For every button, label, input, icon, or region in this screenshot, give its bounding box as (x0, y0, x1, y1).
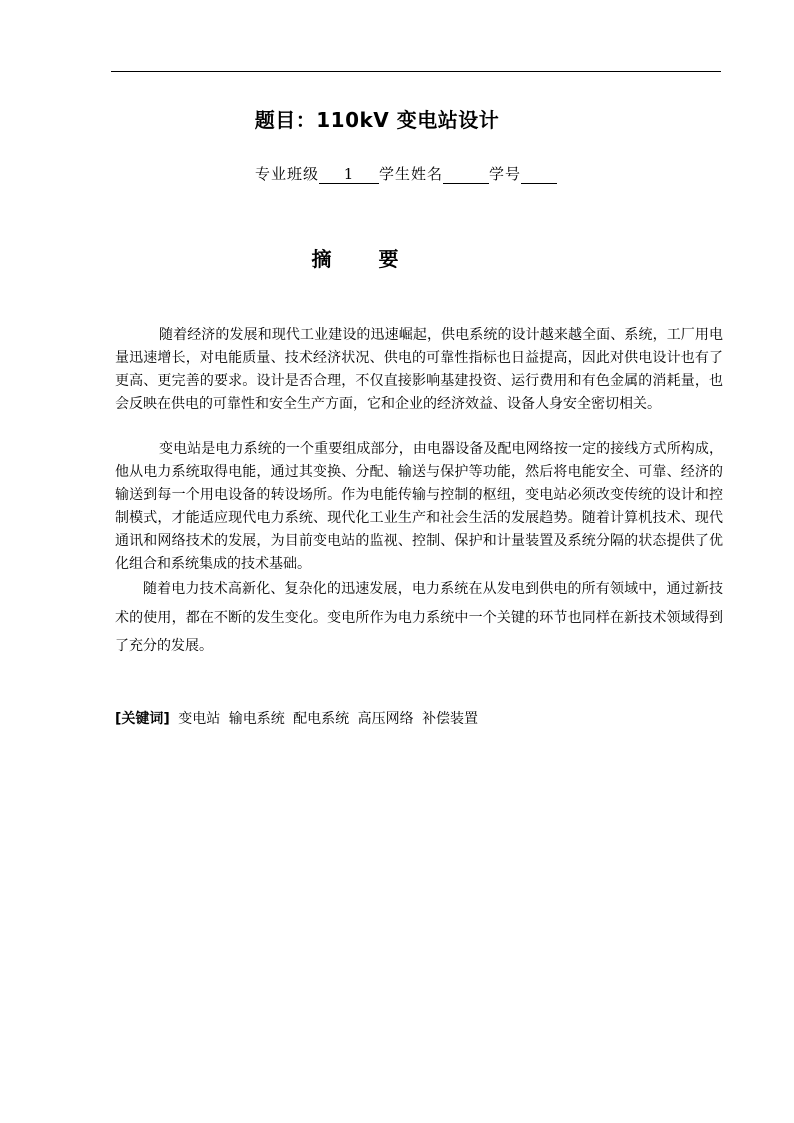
name-value (443, 165, 489, 184)
keywords-label: [关键词] (115, 711, 170, 727)
class-value: 1 (319, 165, 379, 184)
keyword-item: 配电系统 (293, 711, 350, 727)
document-title: 题目：110kV 变电站设计 (254, 108, 500, 132)
keyword-item: 输电系统 (228, 711, 285, 727)
abstract-paragraph-1: 随着经济的发展和现代工业建设的迅速崛起，供电系统的设计越来越全面、系统，工厂用电量迅速增长，对电能质量、技术经济状况、供电的可靠性指标也日益提高，因此对供电设计也有了更高、更完善的要求。设计是否合理，不仅直接影响基建投资、运行费用和有色金属的消耗量，也会反映在供电的可靠性和安全生产方面，它和企业的经济效益、设备人身安全密切相关。 (115, 327, 723, 412)
keyword-item: 变电站 (178, 711, 221, 727)
student-id-label: 学号 (489, 165, 522, 183)
class-label: 专业班级 (254, 165, 319, 183)
header-rule (111, 71, 721, 72)
keywords-line (115, 708, 482, 728)
student-info-line (0, 163, 794, 184)
name-label: 学生姓名 (378, 165, 443, 183)
abstract-heading: 摘 要 (311, 247, 419, 271)
keyword-item: 补偿装置 (422, 711, 479, 727)
abstract-paragraph-3: 随着电力技术高新化、复杂化的迅速发展，电力系统在从发电到供电的所有领域中，通过新技术的使用，都在不断的发生变化。变电所作为电力系统中一个关键的环节也同样在新技术领域得到了充分的发展。 (115, 581, 723, 654)
abstract-paragraph-2: 变电站是电力系统的一个重要组成部分，由电器设备及配电网络按一定的接线方式所构成，他从电力系统取得电能，通过其变换、分配、输送与保护等功能，然后将电能安全、可靠、经济的输送到每一个用电设备的转设场所。作为电能传输与控制的枢纽，变电站必须改变传统的设计和控制模式，才能适应现代电力系统、现代化工业生产和社会生活的发展趋势。随着计算机技术、现代通讯和网络技术的发展，为目前变电站的监视、控制、保护和计量装置及系统分隔的状态提供了优化组合和系统集成的技术基础。 (115, 441, 723, 572)
student-id-value (521, 165, 557, 184)
keyword-item: 高压网络 (357, 711, 414, 727)
